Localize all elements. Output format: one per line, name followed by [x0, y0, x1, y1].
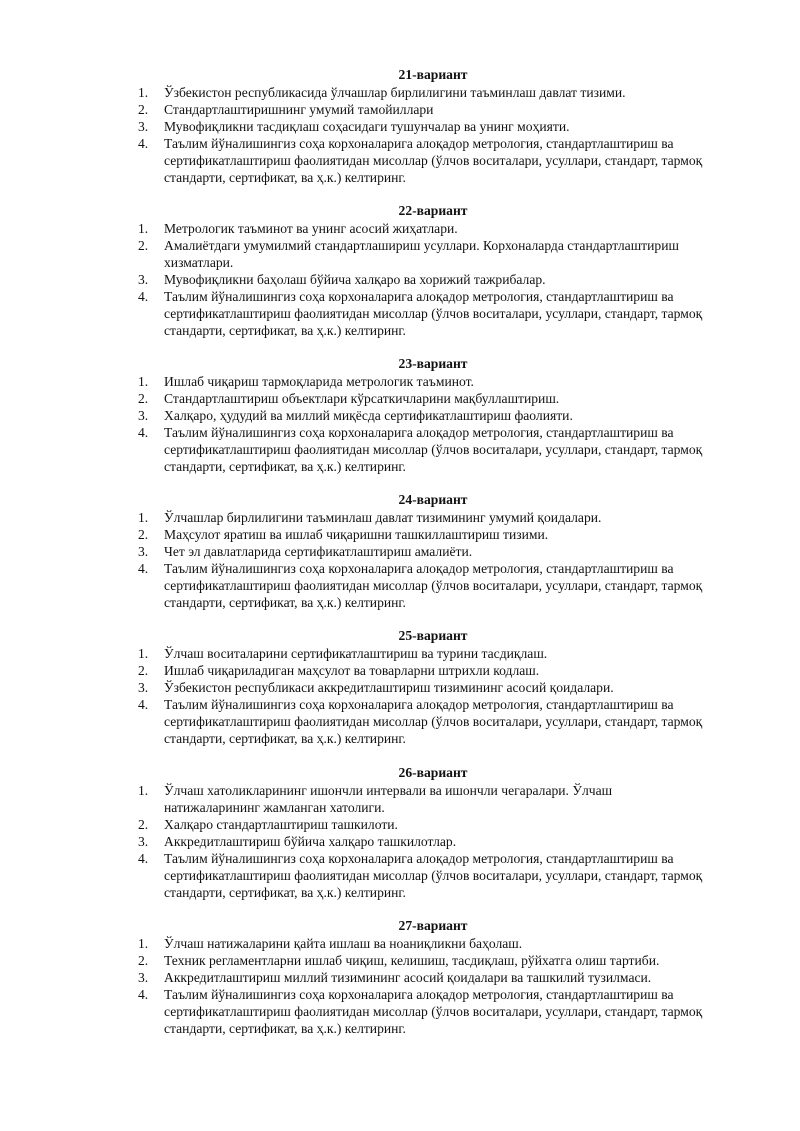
variant-26 — [138, 764, 728, 901]
item-text: Чет эл давлатларида сертификатлаштириш амалиёти. — [164, 544, 473, 559]
list-item — [138, 543, 728, 560]
item-number: 4. — [138, 425, 149, 440]
item-number: 2. — [138, 102, 149, 117]
list-item — [138, 288, 728, 339]
item-text: Стандартлаштириш объектлари кўрсаткичларини мақбуллаштириш. — [164, 391, 560, 406]
list-item — [138, 135, 728, 186]
item-number: 4. — [138, 987, 149, 1002]
item-number: 3. — [138, 680, 149, 695]
list-item — [138, 509, 728, 526]
item-text: Стандартлаштиришнинг умумий тамойиллари — [164, 102, 434, 117]
list-item — [138, 237, 728, 271]
variant-27 — [138, 917, 728, 1037]
item-number: 1. — [138, 221, 149, 236]
list-item — [138, 645, 728, 662]
variant-title: 25-вариант — [398, 628, 468, 643]
item-text: Маҳсулот яратиш ва ишлаб чиқаришни ташкиллаштириш тизими. — [164, 527, 549, 542]
item-text: Амалиётдаги умумилмий стандартлашириш усуллари. Корхоналарда стандартлаштириш хизматлари. — [164, 238, 679, 270]
item-number: 3. — [138, 119, 149, 134]
variant-23 — [138, 355, 728, 475]
item-number: 1. — [138, 510, 149, 525]
variant-title: 22-вариант — [398, 203, 468, 218]
variant-title: 23-вариант — [398, 356, 468, 371]
item-number: 2. — [138, 391, 149, 406]
item-number: 2. — [138, 663, 149, 678]
item-text: Ўзбекистон республикаси аккредитлаштириш тизимининг асосий қоидалари. — [164, 680, 614, 695]
list-item — [138, 782, 728, 816]
list-item — [138, 816, 728, 833]
list-item — [138, 986, 728, 1037]
item-number: 3. — [138, 544, 149, 559]
item-number: 2. — [138, 238, 149, 253]
list-item — [138, 220, 728, 237]
item-text: Таълим йўналишингиз соҳа корхоналарига алоқадор метрология, стандартлаштириш ва сертификатлаштириш фаолиятидан мисоллар (ўлчов воситалари, усуллари, стандарт, тармоқ стандарти, сертификат, ва ҳ.к.) келтиринг. — [164, 425, 703, 474]
item-text: Таълим йўналишингиз соҳа корхоналарига алоқадор метрология, стандартлаштириш ва сертификатлаштириш фаолиятидан мисоллар (ўлчов воситалари, усуллари, стандарт, тармоқ стандарти, сертификат, ва ҳ.к.) келтиринг. — [164, 136, 703, 185]
list-item — [138, 952, 728, 969]
item-text: Мувофиқликни тасдиқлаш соҳасидаги тушунчалар ва унинг моҳияти. — [164, 119, 570, 134]
item-number: 1. — [138, 783, 149, 798]
list-item — [138, 696, 728, 747]
item-text: Халқаро, ҳудудий ва миллий миқёсда сертификатлаштириш фаолияти. — [164, 408, 573, 423]
item-number: 4. — [138, 289, 149, 304]
item-text: Метрологик таъминот ва унинг асосий жиҳатлари. — [164, 221, 458, 236]
item-number: 4. — [138, 561, 149, 576]
list-item — [138, 679, 728, 696]
item-text: Таълим йўналишингиз соҳа корхоналарига алоқадор метрология, стандартлаштириш ва сертификатлаштириш фаолиятидан мисоллар (ўлчов воситалари, усуллари, стандарт, тармоқ стандарти, сертификат, ва ҳ.к.) келтиринг. — [164, 289, 703, 338]
variant-25 — [138, 627, 728, 747]
variant-22 — [138, 202, 728, 339]
item-text: Аккредитлаштириш миллий тизимининг асосий қоидалари ва ташкилий тузилмаси. — [164, 970, 652, 985]
list-item — [138, 101, 728, 118]
list-item — [138, 84, 728, 101]
list-item — [138, 833, 728, 850]
list-item — [138, 373, 728, 390]
list-item — [138, 662, 728, 679]
item-number: 3. — [138, 272, 149, 287]
item-text: Ўлчаш натижаларини қайта ишлаш ва ноаниқликни баҳолаш. — [164, 936, 523, 951]
item-text: Таълим йўналишингиз соҳа корхоналарига алоқадор метрология, стандартлаштириш ва сертификатлаштириш фаолиятидан мисоллар (ўлчов воситалари, усуллари, стандарт, тармоқ стандарти, сертификат, ва ҳ.к.) келтиринг. — [164, 697, 703, 746]
item-text: Ўлчашлар бирлилигини таъминлаш давлат тизимининг умумий қоидалари. — [164, 510, 602, 525]
list-item — [138, 935, 728, 952]
list-item — [138, 118, 728, 135]
list-item — [138, 850, 728, 901]
variant-title: 26-вариант — [398, 765, 468, 780]
item-text: Таълим йўналишингиз соҳа корхоналарига алоқадор метрология, стандартлаштириш ва сертификатлаштириш фаолиятидан мисоллар (ўлчов воситалари, усуллари, стандарт, тармоқ стандарти, сертификат, ва ҳ.к.) келтиринг. — [164, 851, 703, 900]
item-number: 1. — [138, 85, 149, 100]
item-number: 4. — [138, 851, 149, 866]
item-number: 3. — [138, 834, 149, 849]
list-item — [138, 407, 728, 424]
item-text: Таълим йўналишингиз соҳа корхоналарига алоқадор метрология, стандартлаштириш ва сертификатлаштириш фаолиятидан мисоллар (ўлчов воситалари, усуллари, стандарт, тармоқ стандарти, сертификат, ва ҳ.к.) келтиринг. — [164, 561, 703, 610]
item-text: Ўлчаш воситаларини сертификатлаштириш ва турини тасдиқлаш. — [164, 646, 548, 661]
variant-21 — [138, 66, 728, 186]
item-text: Ишлаб чиқариш тармоқларида метрологик таъминот. — [164, 374, 474, 389]
item-number: 2. — [138, 953, 149, 968]
item-text: Халқаро стандартлаштириш ташкилоти. — [164, 817, 398, 832]
list-item — [138, 390, 728, 407]
list-item — [138, 424, 728, 475]
variant-title: 27-вариант — [398, 918, 468, 933]
list-item — [138, 526, 728, 543]
item-number: 4. — [138, 136, 149, 151]
variant-title: 24-вариант — [398, 492, 468, 507]
variant-title: 21-вариант — [398, 67, 468, 82]
item-number: 2. — [138, 527, 149, 542]
list-item — [138, 969, 728, 986]
item-text: Таълим йўналишингиз соҳа корхоналарига алоқадор метрология, стандартлаштириш ва сертификатлаштириш фаолиятидан мисоллар (ўлчов воситалари, усуллари, стандарт, тармоқ стандарти, сертификат, ва ҳ.к.) келтиринг. — [164, 987, 703, 1036]
item-number: 2. — [138, 817, 149, 832]
list-item — [138, 271, 728, 288]
item-number: 1. — [138, 646, 149, 661]
item-number: 3. — [138, 408, 149, 423]
item-number: 3. — [138, 970, 149, 985]
item-number: 1. — [138, 374, 149, 389]
item-number: 1. — [138, 936, 149, 951]
item-text: Техник регламентларни ишлаб чиқиш, келишиш, тасдиқлаш, рўйхатга олиш тартиби. — [164, 953, 660, 968]
item-text: Мувофиқликни баҳолаш бўйича халқаро ва хорижий тажрибалар. — [164, 272, 546, 287]
item-text: Аккредитлаштириш бўйича халқаро ташкилотлар. — [164, 834, 457, 849]
item-text: Ишлаб чиқариладиган маҳсулот ва товарларни штрихли кодлаш. — [164, 663, 540, 678]
list-item — [138, 560, 728, 611]
item-text: Ўлчаш хатоликларининг ишончли интервали ва ишончли чегаралари. Ўлчаш натижаларининг жамланган хатолиги. — [164, 783, 613, 815]
item-number: 4. — [138, 697, 149, 712]
item-text: Ўзбекистон республикасида ўлчашлар бирлилигини таъминлаш давлат тизими. — [164, 85, 626, 100]
variant-24 — [138, 491, 728, 611]
